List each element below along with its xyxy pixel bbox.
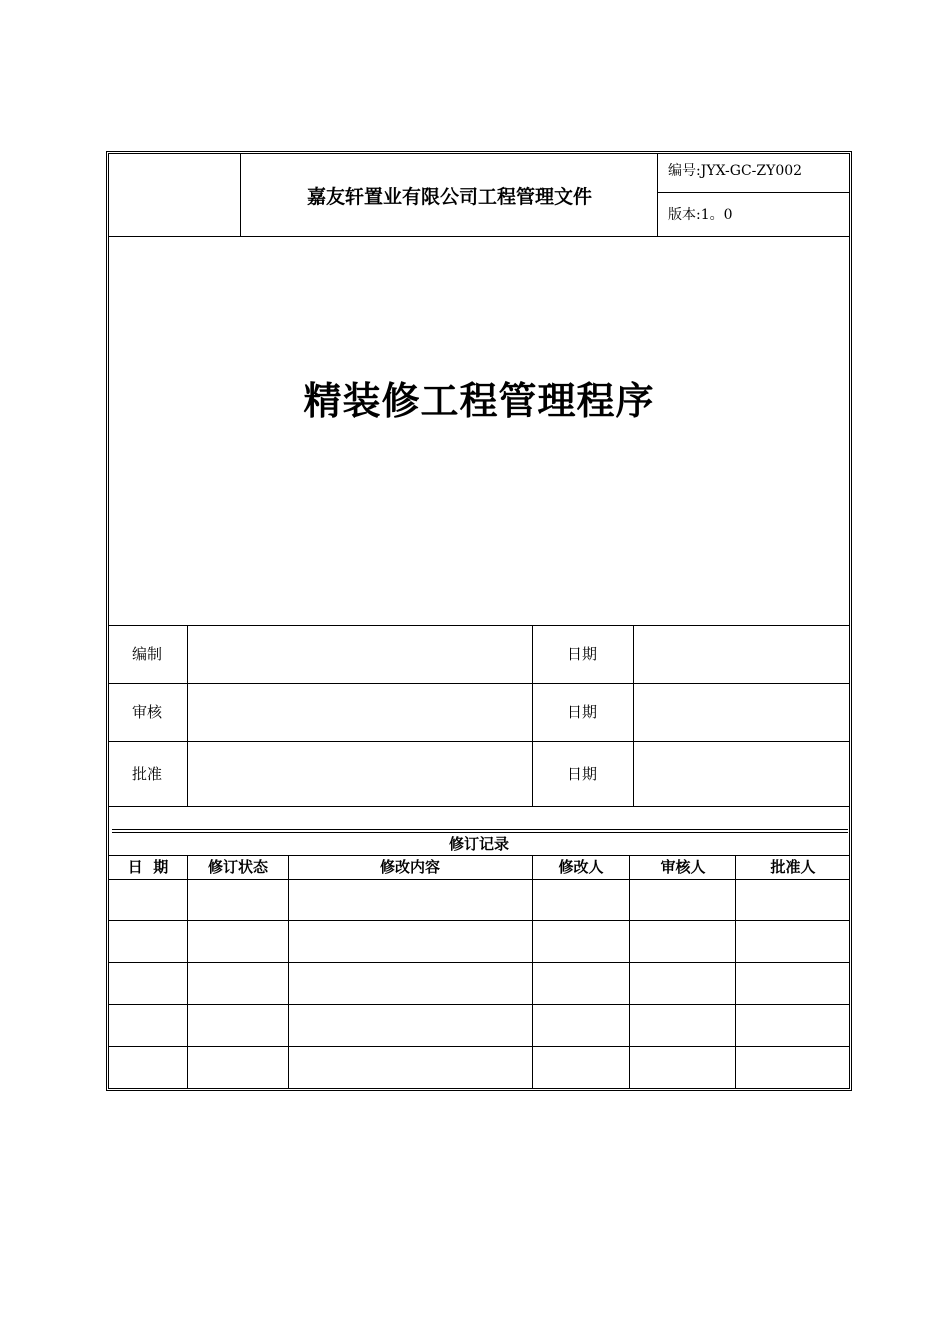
revision-col-status: 修订状态	[207, 858, 268, 876]
document-version: 版本:1。0	[668, 207, 733, 223]
signoff-bottom-border	[108, 806, 850, 807]
revision-title: 修订记录	[448, 835, 509, 853]
revision-col-content: 修改内容	[379, 858, 440, 876]
signoff-date-label: 日期	[567, 765, 598, 783]
revision-row-5[interactable]	[108, 1047, 850, 1088]
signoff-compile-date-field[interactable]	[634, 626, 850, 683]
document-title: 精装修工程管理程序	[303, 379, 655, 423]
logo-cell	[108, 153, 240, 236]
header-meta-divider	[657, 192, 850, 193]
revision-col-date: 日 期	[127, 858, 169, 876]
signoff-review-date-field[interactable]	[634, 684, 850, 741]
signoff-approve-date-field[interactable]	[634, 742, 850, 806]
revision-col-modifier: 修改人	[558, 858, 604, 876]
company-title: 嘉友轩置业有限公司工程管理文件	[306, 185, 592, 208]
signoff-label-compile: 编制	[132, 645, 163, 663]
document-number: 编号:JYX-GC-ZY002	[668, 163, 803, 179]
signoff-compile-field[interactable]	[188, 626, 532, 683]
signoff-approve-field[interactable]	[188, 742, 532, 806]
revision-col-reviewer: 审核人	[660, 858, 706, 876]
revision-row-4[interactable]	[108, 1005, 850, 1046]
signoff-label-approve: 批准	[132, 765, 163, 783]
signoff-date-label: 日期	[567, 645, 598, 663]
signoff-col-divider	[532, 625, 533, 806]
signoff-review-field[interactable]	[188, 684, 532, 741]
revision-col-approver: 批准人	[770, 858, 816, 876]
signoff-label-review: 审核	[132, 703, 163, 721]
revision-row-3[interactable]	[108, 963, 850, 1004]
signoff-date-label: 日期	[567, 703, 598, 721]
revision-row-2[interactable]	[108, 921, 850, 962]
revision-row-1[interactable]	[108, 880, 850, 920]
revision-double-line	[112, 829, 848, 830]
